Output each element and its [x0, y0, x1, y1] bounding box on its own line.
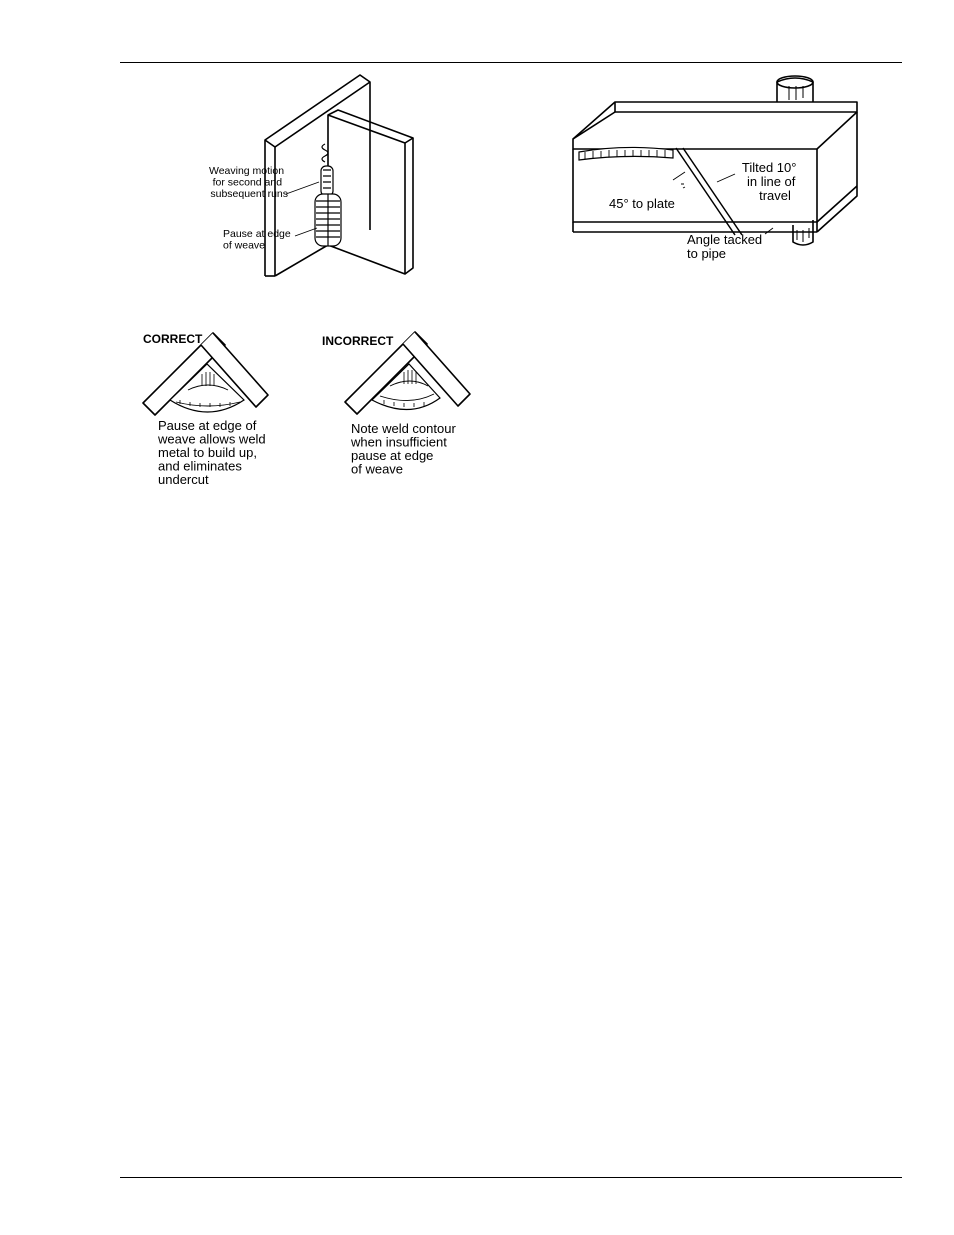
svg-text:Weaving motion for second	[209, 165, 288, 200]
incorrect-heading: INCORRECT	[322, 334, 394, 348]
tacked-label-line-1: Angle tacked	[687, 232, 763, 247]
footer-rule	[120, 1177, 902, 1178]
vertical-weave-figure	[195, 70, 420, 285]
svg-text:Pause at edge of weave	[223, 228, 294, 252]
pause-label-line-2: of weave	[223, 239, 266, 252]
incorrect-weld-figure	[320, 330, 480, 485]
angle-plate-label: 45° to plate	[609, 196, 675, 211]
incorrect-caption-4: of weave	[351, 461, 404, 477]
tilt-label-line-1: Tilted 10°	[741, 160, 797, 175]
header-rule	[120, 62, 902, 63]
weaving-label-line-3: subsequent runs	[210, 188, 288, 200]
correct-caption-4: and eliminates	[158, 458, 242, 474]
svg-text:Tilted 10° in line of	[742, 160, 800, 203]
svg-text:Angle tacked to pipe	[687, 232, 766, 261]
pipe-setup-figure	[565, 72, 865, 267]
correct-caption-5: undercut	[158, 472, 209, 487]
svg-text:Note weld contour when ins	[350, 421, 459, 477]
incorrect-caption-1: Note weld contour	[351, 421, 456, 436]
tilt-label-line-2: in line of	[746, 174, 796, 189]
correct-caption-3: metal to build up,	[158, 445, 258, 460]
pause-label-line-1: Pause at edge	[223, 228, 291, 240]
incorrect-caption-2: when insufficient	[351, 434, 447, 450]
correct-heading: CORRECT	[143, 332, 203, 346]
tilt-label-line-3: travel	[759, 188, 791, 203]
svg-text:Pause at edge of weave all	[157, 418, 269, 487]
correct-weld-figure	[140, 328, 300, 493]
correct-caption-1: Pause at edge of	[158, 418, 257, 433]
incorrect-caption-3: pause at edge	[351, 448, 434, 463]
weaving-label-line-1: Weaving motion	[208, 165, 285, 177]
correct-caption-2: weave allows weld	[158, 431, 266, 447]
weaving-label-line-2: for second and	[212, 176, 283, 189]
tacked-label-line-2: to pipe	[687, 246, 727, 261]
